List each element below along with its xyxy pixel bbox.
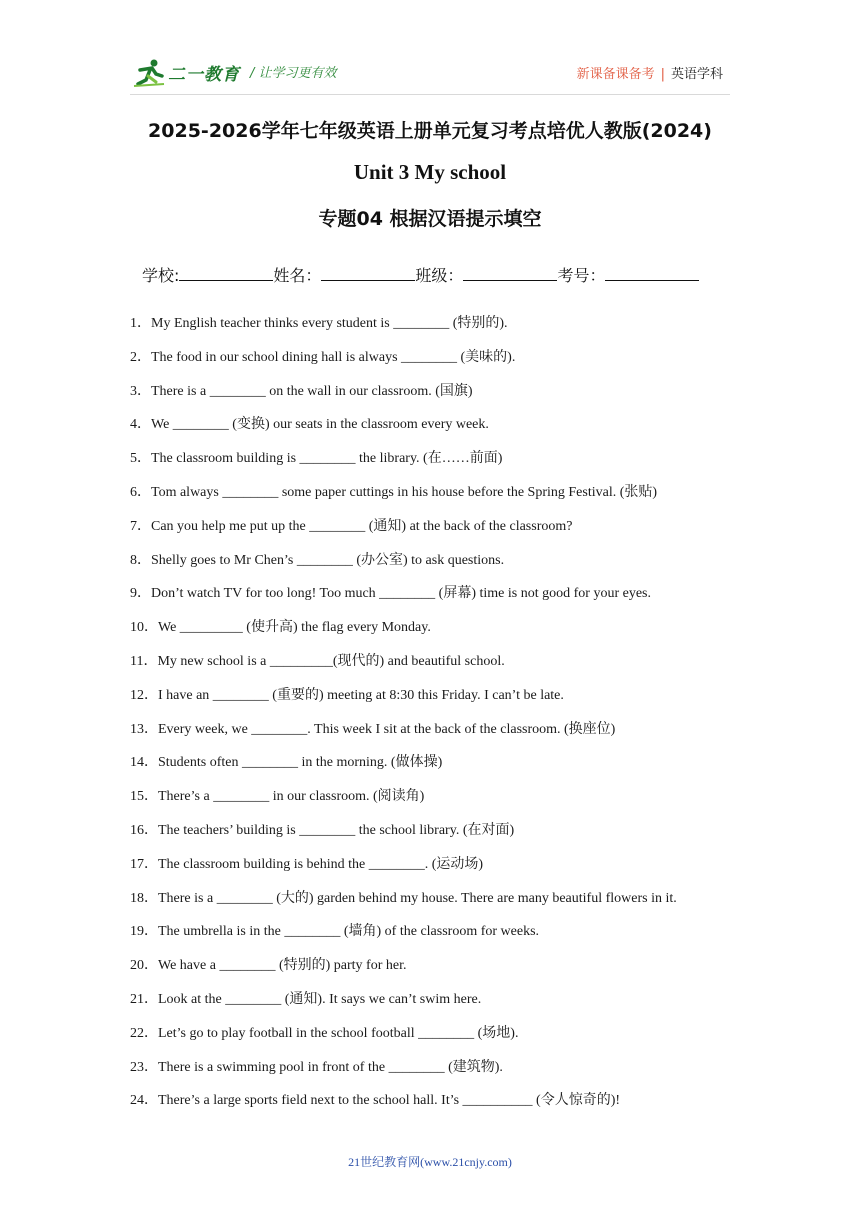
student-info-line <box>142 263 699 286</box>
question-item: 5．The classroom building is ________ the library. (在……前面) <box>130 451 503 467</box>
document-title: 2025-2026学年七年级英语上册单元复习考点培优人教版(2024) <box>148 120 712 142</box>
question-item: 16．The teachers’ building is ________ the school library. (在对面) <box>130 822 515 838</box>
logo-text: 二一教育 <box>168 65 240 85</box>
slogan: / 让学习更有效 <box>250 66 337 81</box>
tagline-left: 新课备课备考 <box>576 67 655 82</box>
tagline-right: 英语学科 <box>670 67 723 82</box>
brand-logo <box>132 56 242 90</box>
school-label: 学校: <box>142 266 180 285</box>
question-item: 20．We have a ________ (特别的) party for her. <box>130 958 407 974</box>
topic-title: 专题04 根据汉语提示填空 <box>318 208 542 230</box>
exam-no-blank[interactable] <box>605 266 699 281</box>
class-label: 班级： <box>415 266 464 285</box>
class-blank[interactable] <box>463 266 557 281</box>
question-item: 14．Students often ________ in the morning. (做体操) <box>130 755 443 771</box>
question-item: 7．Can you help me put up the ________ (通知) at the back of the classroom? <box>130 518 573 534</box>
question-item: 17．The classroom building is behind the ________. (运动场) <box>130 856 484 872</box>
question-item: 6．Tom always ________ some paper cuttings in his house before the Spring Festival. (张贴) <box>130 484 658 500</box>
question-item: 15．There’s a ________ in our classroom. (阅读角) <box>130 789 425 805</box>
question-item: 24．There’s a large sports field next to the school hall. It’s __________ (令人惊奇的)! <box>130 1093 621 1109</box>
question-item: 19．The umbrella is in the ________ (墙角) of the classroom for weeks. <box>130 924 540 940</box>
question-item: 12．I have an ________ (重要的) meeting at 8:30 this Friday. I can’t be late. <box>130 687 564 703</box>
question-item: 3．There is a ________ on the wall in our classroom. (国旗) <box>130 383 473 399</box>
question-item: 4．We ________ (变换) our seats in the classroom every week. <box>130 417 489 433</box>
page-header <box>0 0 860 100</box>
question-item: 21．Look at the ________ (通知). It says we can’t swim here. <box>130 991 482 1007</box>
header-divider <box>130 94 730 95</box>
question-item: 13．Every week, we ________. This week I sit at the back of the classroom. (换座位) <box>130 721 616 737</box>
question-item: 18．There is a ________ (大的) garden behind my house. There are many beautiful flowers in it. <box>130 890 677 906</box>
unit-title: Unit 3 My school <box>353 160 507 184</box>
question-item: 22．Let’s go to play football in the school football ________ (场地). <box>130 1025 519 1041</box>
question-item: 9．Don’t watch TV for too long! Too much ________ (屏幕) time is not good for your eyes. <box>130 586 651 602</box>
school-blank[interactable] <box>179 266 273 281</box>
question-item: 11．My new school is a _________(现代的) and beautiful school. <box>130 653 505 669</box>
question-item: 8．Shelly goes to Mr Chen’s ________ (办公室) to ask questions. <box>130 552 505 568</box>
question-list <box>130 314 750 1125</box>
exam-no-label: 考号： <box>557 266 606 285</box>
tagline <box>577 63 723 82</box>
question-item: 10．We _________ (使升高) the flag every Monday. <box>130 620 431 636</box>
name-label: 姓名： <box>273 266 322 285</box>
question-item: 2．The food in our school dining hall is always ________ (美味的). <box>130 349 516 365</box>
tagline-separator: | <box>660 67 665 82</box>
name-blank[interactable] <box>321 266 415 281</box>
question-item: 23．There is a swimming pool in front of the ________ (建筑物). <box>130 1059 503 1075</box>
runner-logo-icon <box>132 58 166 88</box>
question-item: 1．My English teacher thinks every student is ________ (特别的). <box>130 316 508 331</box>
page-footer: 21世纪教育网(www.21cnjy.com) <box>348 1155 512 1169</box>
